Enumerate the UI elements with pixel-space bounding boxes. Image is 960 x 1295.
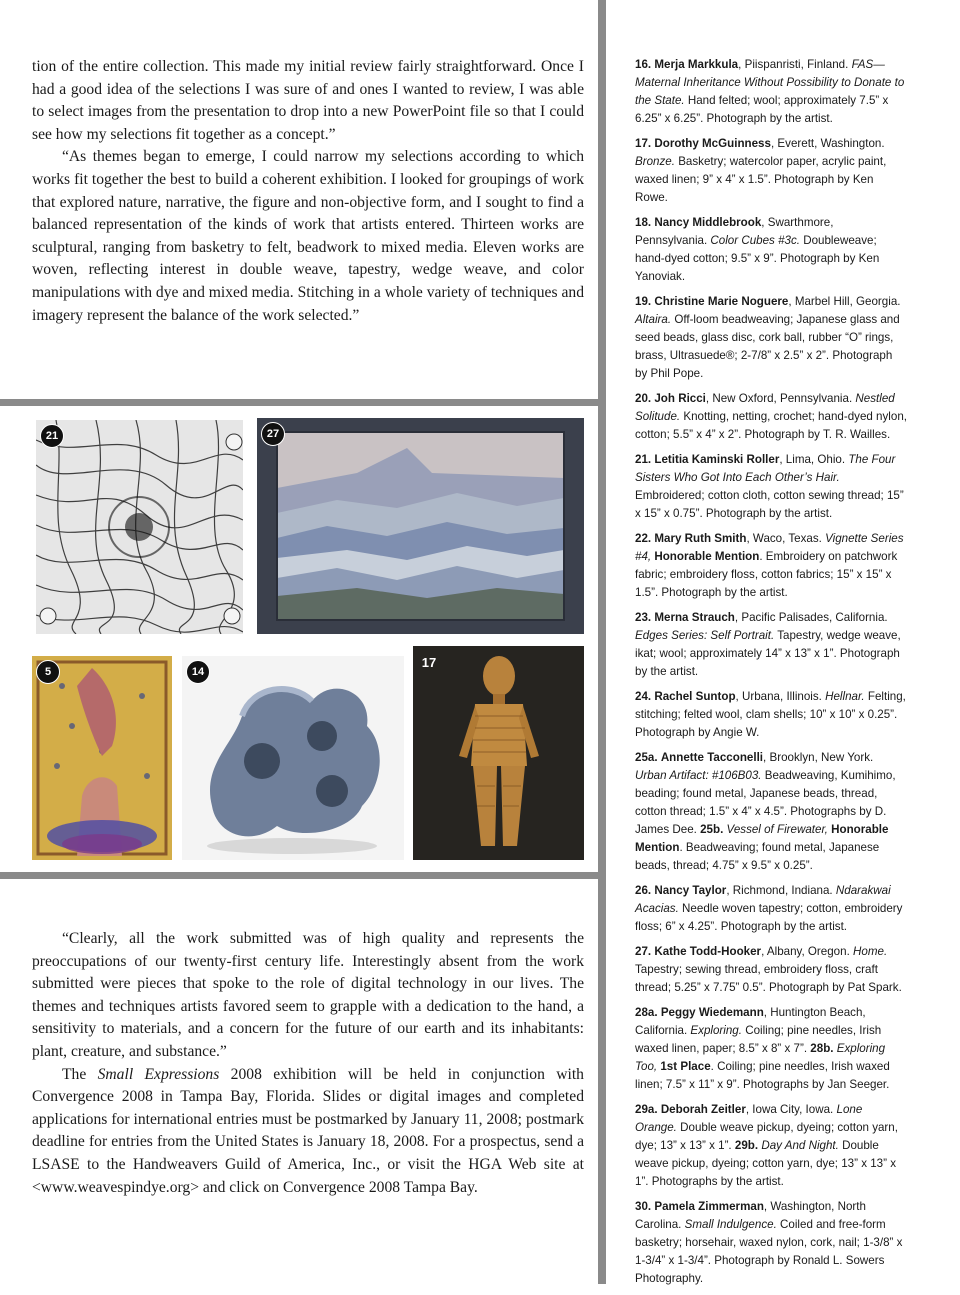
caption-entry bbox=[635, 609, 907, 681]
paragraph bbox=[32, 1064, 584, 1200]
artist-name: Deborah Zeitler bbox=[660, 1103, 746, 1116]
work-description: . Embroidery on patchwork fabric; embroidery floss, cotton fabrics; 15” x 15” x 1.5”. Photograph by the artist. bbox=[635, 550, 898, 599]
beaded-hands-image bbox=[32, 656, 172, 860]
artist-location: , Richmond, Indiana. bbox=[726, 884, 836, 897]
work-description: Basketry; watercolor paper, acrylic paint, waxed linen; 9” x 4” x 1.5”. Photograph by Ken Rowe. bbox=[635, 155, 887, 204]
artist-name: Annette Tacconelli bbox=[660, 751, 764, 764]
artist-location: , Everett, Washington. bbox=[770, 137, 885, 150]
figure-number-badge: 27 bbox=[261, 422, 285, 446]
caption-number: 20. bbox=[635, 392, 652, 405]
artist-location: , Waco, Texas. bbox=[746, 532, 826, 545]
artist-location: , Marbel Hill, Georgia. bbox=[788, 295, 901, 308]
basketry-figure-image bbox=[413, 646, 584, 860]
caption-number: 19. bbox=[635, 295, 652, 308]
work-description: Tapestry; sewing thread, embroidery floss, craft thread; 5.25” x 7.75” 0.5”. Photograph by Pat Spark. bbox=[635, 963, 902, 994]
caption-entry bbox=[635, 1198, 907, 1288]
artist-name: Merja Markkula bbox=[654, 58, 739, 71]
caption-entry bbox=[635, 1101, 907, 1191]
paragraph: tion of the entire collection. This made my initial review fairly straightforward. Once I had a good idea of the selections I was sure of and ones I wanted to review, I was able to select images from the presentation to drop into a new PowerPoint file so that I could see how my selections fit together as a concept.” bbox=[32, 58, 584, 143]
caption-number: 30. bbox=[635, 1200, 652, 1213]
photo-fig-5 bbox=[32, 656, 172, 860]
artist-location: , Washington, North Carolina. bbox=[635, 1200, 866, 1231]
work-title: Bronze. bbox=[635, 155, 675, 168]
award-label: Honorable Mention bbox=[651, 550, 760, 563]
caption-entry bbox=[635, 390, 907, 444]
caption-entry bbox=[635, 882, 907, 936]
exhibition-title: Small Expressions bbox=[97, 1065, 220, 1083]
artist-location: , Urbana, Illinois. bbox=[735, 690, 826, 703]
work-title: Exploring. bbox=[690, 1024, 742, 1037]
work-description: . Coiling; pine needles, Irish waxed linen; 7.5” x 11” x 9”. Photographs by Jan Seeger. bbox=[635, 1060, 890, 1091]
artist-name: Nancy Middlebrook bbox=[654, 216, 762, 229]
work-description: Embroidered; cotton cloth, cotton sewing thread; 15” x 15” x 0.75”. Photograph by the artist. bbox=[635, 489, 904, 520]
caption-list bbox=[635, 56, 907, 1295]
artist-name: Christine Marie Noguere bbox=[654, 295, 789, 308]
artist-location: , Albany, Oregon. bbox=[761, 945, 854, 958]
embroidery-image bbox=[36, 420, 243, 634]
caption-number: 29b. bbox=[734, 1139, 759, 1152]
work-description: Double weave pickup, dyeing; cotton yarn, dye; 13” x 13” x 1”. Photographs by the artist. bbox=[635, 1139, 897, 1188]
caption-entry bbox=[635, 530, 907, 602]
article-text-top bbox=[32, 56, 584, 327]
caption-entry bbox=[635, 56, 907, 128]
artist-location: , Huntington Beach, California. bbox=[635, 1006, 866, 1037]
work-title: Vessel of Firewater, bbox=[723, 823, 828, 836]
work-description: Hand felted; wool; approximately 7.5” x 6.25” x 6.25”. Photograph by the artist. bbox=[635, 94, 889, 125]
caption-number: 17. bbox=[635, 137, 652, 150]
horizontal-divider-top bbox=[0, 399, 602, 406]
artist-location: , Piispanristi, Finland. bbox=[738, 58, 852, 71]
caption-number: 21. bbox=[635, 453, 652, 466]
caption-entry bbox=[635, 214, 907, 286]
artist-name: Pamela Zimmerman bbox=[654, 1200, 764, 1213]
caption-number: 28a. bbox=[635, 1006, 658, 1019]
figure-number-badge: 14 bbox=[186, 660, 210, 684]
work-description: Double weave pickup, dyeing; cotton yarn, dye; 13” x 13” x 1”. bbox=[635, 1121, 898, 1152]
award-label: 1st Place bbox=[657, 1060, 711, 1073]
artist-name: Merna Strauch bbox=[654, 611, 735, 624]
work-title: Day And Night. bbox=[758, 1139, 839, 1152]
artist-name: Rachel Suntop bbox=[654, 690, 736, 703]
work-title: Home. bbox=[853, 945, 888, 958]
artist-name: Kathe Todd-Hooker bbox=[654, 945, 762, 958]
work-title: Nestled Solitude. bbox=[635, 392, 895, 423]
artist-location: , New Oxford, Pennsylvania. bbox=[705, 392, 856, 405]
figure-number-badge: 21 bbox=[40, 424, 64, 448]
artist-location: , Iowa City, Iowa. bbox=[745, 1103, 837, 1116]
work-title: Urban Artifact: #106B03. bbox=[635, 769, 762, 782]
work-title: FAS—Maternal Inheritance Without Possibility to Donate to the State. bbox=[635, 58, 905, 107]
work-title: Edges Series: Self Portrait. bbox=[635, 629, 775, 642]
caption-entry bbox=[635, 135, 907, 207]
paragraph: “As themes began to emerge, I could narrow my selections according to which works fit together the best to build a coherent exhibition. I looked for groupings of work that explored nature, narrative, the figure and non-objective form, and I sought to find a balanced representation of the kinds of work that artists entered. Thirteen works are sculptural, ranging from basketry to felt, beadwork to mixed media. Eleven works are woven, reflecting interest in double weave, tapestry, wedge weave, and color manipulations with dye and mixed media. Stitching in a whole variety of techniques and imagery represent the balance of the work selected.” bbox=[32, 148, 584, 324]
horizontal-divider-bottom bbox=[0, 872, 602, 879]
artist-name: Dorothy McGuinness bbox=[654, 137, 771, 150]
work-description: Coiling; pine needles, Irish waxed linen, paper; 8.5” x 8” x 7”. bbox=[635, 1024, 882, 1055]
work-description: Felting, stitching; felted wool, clam shells; 10” x 10” x 0.25”. Photograph by Angie W. bbox=[635, 690, 906, 739]
caption-number: 26. bbox=[635, 884, 652, 897]
work-title: Hellnar. bbox=[825, 690, 865, 703]
caption-number: 23. bbox=[635, 611, 652, 624]
caption-entry bbox=[635, 293, 907, 383]
photo-fig-27 bbox=[257, 418, 584, 634]
work-description: . Beadweaving; found metal, Japanese beads, thread; 4.75” x 9.5” x 0.25”. bbox=[635, 841, 880, 872]
artist-name: Mary Ruth Smith bbox=[654, 532, 747, 545]
work-title: Altaira. bbox=[635, 313, 672, 326]
caption-entry bbox=[635, 688, 907, 742]
work-description: Knotting, netting, crochet; hand-dyed nylon, cotton; 5.5” x 4” x 2”. Photograph by T. R. Wailles. bbox=[635, 410, 907, 441]
article-text-bottom bbox=[32, 928, 584, 1199]
work-description: Doubleweave; hand-dyed cotton; 9.5” x 9”. Photograph by Ken Yanoviak. bbox=[635, 234, 880, 283]
work-description: Needle woven tapestry; cotton, embroidery floss; 6” x 4.25”. Photograph by the artist. bbox=[635, 902, 903, 933]
work-title: Color Cubes #3c. bbox=[710, 234, 800, 247]
work-title: Ndarakwai Acacias. bbox=[635, 884, 891, 915]
figure-number-badge: 17 bbox=[421, 654, 437, 670]
work-description: Beadweaving, Kumihimo, beading; found metal, Japanese beads, thread, cotton thread; 1.5” x 4” x 4.5”. Photographs by D. James Dee. bbox=[635, 769, 896, 836]
artist-location: , Brooklyn, New York. bbox=[763, 751, 874, 764]
caption-number: 27. bbox=[635, 945, 652, 958]
caption-number: 25b. bbox=[700, 823, 724, 836]
work-title: Small Indulgence. bbox=[684, 1218, 777, 1231]
artist-location: , Lima, Ohio. bbox=[779, 453, 849, 466]
artist-name: Joh Ricci bbox=[654, 392, 706, 405]
work-title: Lone Orange. bbox=[635, 1103, 863, 1134]
work-title: Exploring Too, bbox=[635, 1042, 886, 1073]
work-description: Tapestry, wedge weave, ikat; wool; approximately 14” x 13” x 1”. Photograph by the artist. bbox=[635, 629, 901, 678]
work-title: Vignette Series #4, bbox=[635, 532, 904, 563]
work-description: Off-loom beadweaving; Japanese glass and seed beads, glass disc, cork ball, rubber “O” rings, brass, Ultrasuede®; 2-7/8” x 2.5” x 2”. Photograph by Phil Pope. bbox=[635, 313, 900, 380]
caption-entry bbox=[635, 451, 907, 523]
caption-number: 22. bbox=[635, 532, 652, 545]
caption-number: 16. bbox=[635, 58, 652, 71]
work-description: Coiled and free-form basketry; horsehair, waxed nylon, cork, nail; 1-3/8” x 1-3/4” x 1-3/4”. Photograph by Ronald L. Sowers Photography. bbox=[635, 1218, 903, 1285]
tapestry-landscape-image bbox=[257, 418, 584, 634]
work-title: The Four Sisters Who Got Into Each Other’s Hair. bbox=[635, 453, 896, 484]
caption-number: 29a. bbox=[635, 1103, 658, 1116]
caption-number: 25a. bbox=[635, 751, 658, 764]
paragraph: “Clearly, all the work submitted was of high quality and represents the preoccupations of our twenty-first century life. Interestingly absent from the work submitted were pieces that spoke to the role of digital technology in our lives. The themes and techniques artists favored seem to grapple with a dedication to the hand, a sensitivity to materials, and a concern for the future of our earth and its inhabitants: plant, creature, and substance.” bbox=[32, 930, 584, 1060]
caption-entry bbox=[635, 943, 907, 997]
award-label: Honorable Mention bbox=[635, 823, 889, 854]
caption-number: 28b. bbox=[810, 1042, 834, 1055]
artist-location: , Pacific Palisades, California. bbox=[734, 611, 888, 624]
beadwork-sculpture-image bbox=[182, 656, 404, 860]
figure-number-badge: 5 bbox=[36, 660, 60, 684]
artist-name: Peggy Wiedemann bbox=[660, 1006, 764, 1019]
photo-fig-14 bbox=[182, 656, 404, 860]
artist-location: , Swarthmore, Pennsylvania. bbox=[635, 216, 834, 247]
vertical-divider bbox=[598, 0, 606, 1284]
caption-number: 24. bbox=[635, 690, 652, 703]
artist-name: Letitia Kaminski Roller bbox=[654, 453, 780, 466]
photo-fig-21 bbox=[36, 420, 243, 634]
caption-entry bbox=[635, 749, 907, 875]
caption-number: 18. bbox=[635, 216, 652, 229]
photo-fig-17 bbox=[413, 646, 584, 860]
artist-name: Nancy Taylor bbox=[654, 884, 727, 897]
text-span: 2008 exhibition will be held in conjunction with Convergence 2008 in Tampa Bay, Florida. Slides or digital images and completed applications for international entries must be postmarked by January 11, 2008; postmark deadline for entries from the United States is January 18, 2008. For a prospectus, send a LSASE to the Handweavers Guild of America, Inc., or visit the HGA Web site at <www.weavespindye.org> and click on Convergence 2008 Tampa Bay. bbox=[32, 1065, 584, 1196]
caption-entry bbox=[635, 1004, 907, 1094]
text-span: The bbox=[62, 1065, 98, 1083]
